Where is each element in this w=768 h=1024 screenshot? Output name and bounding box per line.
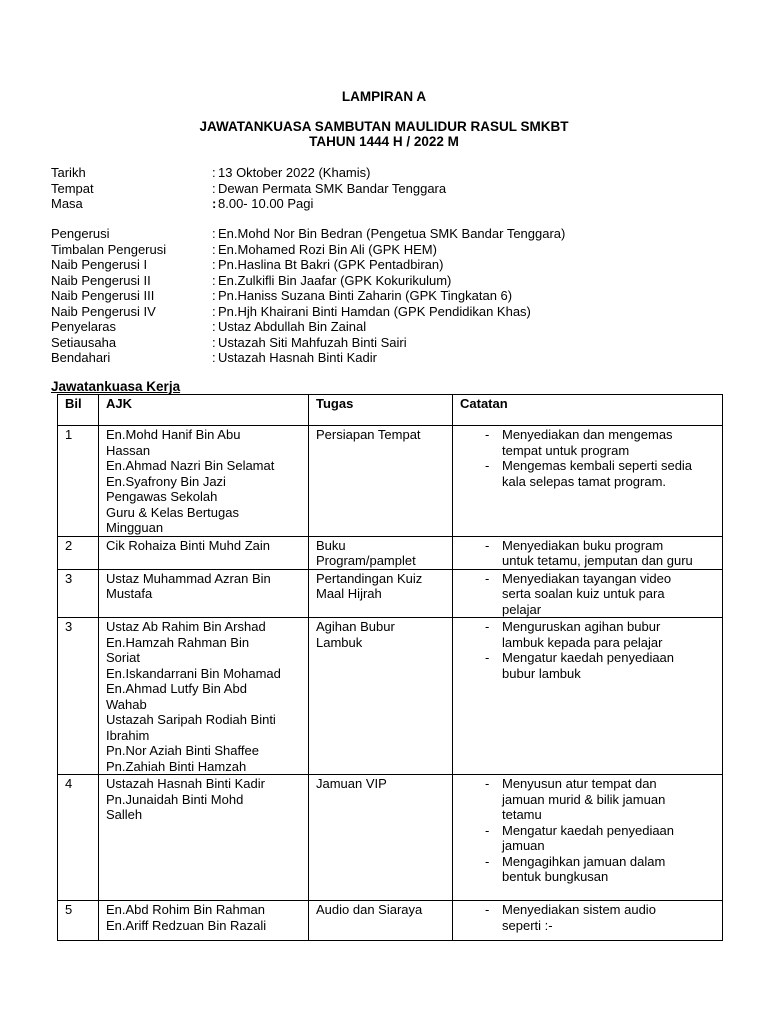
info-label: Masa (51, 196, 83, 211)
catatan-line: - Menyusun atur tempat dan (502, 776, 657, 791)
attachment-label: LAMPIRAN A (341, 89, 427, 104)
header-bil: Bil (58, 395, 99, 426)
info-separator: : (212, 288, 216, 303)
info-separator: : (212, 165, 216, 180)
catatan-item (485, 902, 717, 933)
tugas-line: Program/pamplet (316, 553, 416, 568)
ajk-line: En.Abd Rohim Bin Rahman (106, 902, 265, 917)
cell-tugas (309, 536, 453, 569)
cell-bil: 2 (58, 536, 99, 569)
info-row (51, 196, 731, 212)
cell-ajk (99, 775, 309, 901)
info-label: Naib Pengerusi IV (51, 303, 156, 319)
info-row (51, 165, 731, 181)
info-value: En.Zulkifli Bin Jaafar (GPK Kokurikulum) (218, 272, 452, 288)
info-row (51, 242, 731, 258)
catatan-line: - Menyediakan tayangan video (502, 570, 672, 586)
ajk-line: Mustafa (106, 586, 153, 601)
ajk-line: Ustazah Saripah Rodiah Binti (106, 712, 276, 727)
catatan-line: jamuan (502, 838, 545, 853)
catatan-line: - Mengemas kembali seperti sedia (502, 458, 693, 473)
tugas-line: Jamuan VIP (316, 776, 387, 791)
ajk-line: Hassan (106, 442, 151, 458)
info-value: 13 Oktober 2022 (Khamis) (218, 165, 371, 180)
table-row (58, 901, 723, 941)
info-value: Pn.Haslina Bt Bakri (GPK Pentadbiran) (218, 257, 444, 272)
ajk-line: Salleh (106, 807, 143, 822)
catatan-line: - Mengatur kaedah penyediaan (502, 822, 675, 838)
ajk-line: Pn.Junaidah Binti Mohd (106, 791, 244, 807)
info-value: Ustazah Hasnah Binti Kadir (218, 350, 377, 365)
catatan-item (485, 458, 717, 489)
table-row (58, 569, 723, 618)
catatan-list (460, 538, 717, 569)
info-value: Pn.Hjh Khairani Binti Hamdan (GPK Pendidikan Khas) (218, 303, 531, 319)
info-row (51, 257, 731, 273)
info-row (51, 288, 731, 304)
ajk-line: Ustaz Ab Rahim Bin Arshad (106, 619, 266, 634)
catatan-list (460, 902, 717, 933)
info-row (51, 335, 731, 351)
event-info (51, 165, 731, 212)
cell-bil: 4 (58, 775, 99, 901)
document-subtitle: TAHUN 1444 H / 2022 M (309, 134, 459, 149)
ajk-line: En.Iskandarrani Bin Mohamad (106, 665, 281, 681)
ajk-line: Ustazah Hasnah Binti Kadir (106, 776, 265, 791)
tugas-line: Lambuk (316, 634, 363, 650)
cell-tugas (309, 569, 453, 618)
cell-tugas (309, 775, 453, 901)
cell-ajk (99, 536, 309, 569)
ajk-line: En.Syafrony Bin Jazi (106, 473, 226, 489)
info-value: En.Mohd Nor Bin Bedran (Pengetua SMK Bandar Tenggara) (218, 226, 566, 241)
catatan-item (485, 823, 717, 854)
cell-tugas (309, 426, 453, 537)
header-catatan: Catatan (453, 395, 723, 426)
cell-ajk (99, 901, 309, 941)
catatan-item (485, 776, 717, 823)
tugas-line: Audio dan Siaraya (316, 902, 423, 917)
cell-bil: 5 (58, 901, 99, 941)
cell-ajk (99, 618, 309, 775)
cell-bil: 1 (58, 426, 99, 537)
catatan-line: bentuk bungkusan (502, 869, 609, 884)
tugas-line: Agihan Bubur (316, 619, 395, 634)
ajk-line: Soriat (106, 650, 140, 665)
table-row (58, 775, 723, 901)
catatan-line: lambuk kepada para pelajar (502, 634, 663, 650)
ajk-line: Pengawas Sekolah (106, 489, 218, 504)
info-row (51, 226, 731, 242)
ajk-line: En.Mohd Hanif Bin Abu (106, 427, 241, 442)
tugas-line: Persiapan Tempat (316, 427, 421, 442)
tugas-line: Maal Hijrah (316, 586, 382, 601)
info-label: Tempat (51, 180, 94, 196)
info-separator: : (212, 241, 216, 257)
catatan-line: serta soalan kuiz untuk para (502, 586, 665, 601)
committee-table (57, 394, 723, 941)
catatan-line: kala selepas tamat program. (502, 473, 667, 489)
cell-catatan (453, 569, 723, 618)
info-separator: : (212, 180, 216, 196)
ajk-line: Pn.Zahiah Binti Hamzah (106, 758, 247, 774)
info-separator: : (212, 350, 216, 365)
ajk-line: En.Hamzah Rahman Bin (106, 634, 250, 650)
catatan-item (485, 571, 717, 618)
ajk-line: Cik Rohaiza Binti Muhd Zain (106, 537, 271, 553)
info-separator: : (212, 319, 216, 334)
ajk-line: Ustaz Muhammad Azran Bin (106, 570, 271, 586)
cell-catatan (453, 536, 723, 569)
header-ajk: AJK (99, 395, 309, 426)
catatan-item (485, 427, 717, 458)
info-separator: : (212, 226, 216, 241)
cell-tugas (309, 618, 453, 775)
table-row (58, 536, 723, 569)
info-value: Dewan Permata SMK Bandar Tenggara (218, 180, 447, 196)
header-tugas: Tugas (309, 395, 453, 426)
cell-ajk (99, 569, 309, 618)
info-label: Naib Pengerusi I (51, 257, 148, 272)
info-value: Ustazah Siti Mahfuzah Binti Sairi (218, 334, 407, 350)
ajk-line: En.Ahmad Nazri Bin Selamat (106, 458, 275, 473)
info-label: Naib Pengerusi III (51, 288, 155, 303)
info-separator: : (212, 272, 216, 288)
catatan-line: untuk tetamu, jemputan dan guru (502, 553, 693, 568)
info-label: Timbalan Pengerusi (51, 241, 167, 257)
tugas-line: Pertandingan Kuiz (316, 570, 423, 586)
cell-bil: 3 (58, 569, 99, 618)
info-row (51, 304, 731, 320)
cell-catatan (453, 426, 723, 537)
info-label: Penyelaras (51, 319, 117, 334)
catatan-line: - Menyediakan sistem audio (502, 902, 656, 917)
info-label: Setiausaha (51, 334, 117, 350)
ajk-line: En.Ariff Redzuan Bin Razali (106, 917, 267, 933)
info-separator: : (212, 196, 217, 211)
officials-list (51, 226, 731, 366)
catatan-line: - Menyediakan dan mengemas (502, 427, 673, 442)
info-label: Tarikh (51, 165, 86, 180)
catatan-list (460, 571, 717, 618)
info-value: Ustaz Abdullah Bin Zainal (218, 319, 367, 334)
table-row (58, 426, 723, 537)
catatan-line: - Menguruskan agihan bubur (502, 619, 661, 634)
info-value: 8.00- 10.00 Pagi (218, 196, 314, 211)
catatan-list (460, 427, 717, 489)
cell-bil: 3 (58, 618, 99, 775)
cell-ajk (99, 426, 309, 537)
ajk-line: Wahab (106, 696, 147, 712)
ajk-line: En.Ahmad Lutfy Bin Abd (106, 681, 247, 696)
catatan-list (460, 776, 717, 885)
info-label: Bendahari (51, 350, 111, 365)
info-row (51, 350, 731, 366)
catatan-line: - Mengagihkan jamuan dalam (502, 853, 666, 869)
catatan-line: - Mengatur kaedah penyediaan (502, 650, 675, 665)
info-label: Naib Pengerusi II (51, 272, 151, 288)
info-row (51, 181, 731, 197)
catatan-item (485, 854, 717, 885)
cell-catatan (453, 775, 723, 901)
catatan-line: pelajar (502, 601, 542, 617)
info-separator: : (212, 334, 216, 350)
ajk-line: Guru & Kelas Bertugas (106, 504, 239, 520)
catatan-line: seperti :- (502, 917, 553, 933)
catatan-item (485, 538, 717, 569)
ajk-line: Ibrahim (106, 727, 150, 743)
catatan-line: - Menyediakan buku program (502, 537, 664, 553)
document-title: JAWATANKUASA SAMBUTAN MAULIDUR RASUL SMKBT (199, 119, 569, 134)
cell-catatan (453, 901, 723, 941)
cell-tugas (309, 901, 453, 941)
tugas-line: Buku (316, 537, 346, 553)
cell-catatan (453, 618, 723, 775)
catatan-line: jamuan murid & bilik jamuan (502, 791, 666, 807)
info-row (51, 319, 731, 335)
catatan-line: tempat untuk program (502, 442, 630, 458)
table-header-row (58, 395, 723, 426)
info-label: Pengerusi (51, 226, 110, 241)
info-value: En.Mohamed Rozi Bin Ali (GPK HEM) (218, 241, 437, 257)
ajk-line: Mingguan (106, 520, 164, 535)
catatan-item (485, 650, 717, 681)
ajk-line: Pn.Nor Aziah Binti Shaffee (106, 743, 259, 758)
table-row (58, 618, 723, 775)
info-row (51, 273, 731, 289)
catatan-list (460, 619, 717, 681)
catatan-line: tetamu (502, 807, 542, 822)
committee-title: Jawatankuasa Kerja (51, 379, 181, 394)
info-value: Pn.Haniss Suzana Binti Zaharin (GPK Tingkatan 6) (218, 288, 513, 303)
info-separator: : (212, 303, 216, 319)
catatan-item (485, 619, 717, 650)
catatan-line: bubur lambuk (502, 665, 581, 681)
info-separator: : (212, 257, 216, 272)
